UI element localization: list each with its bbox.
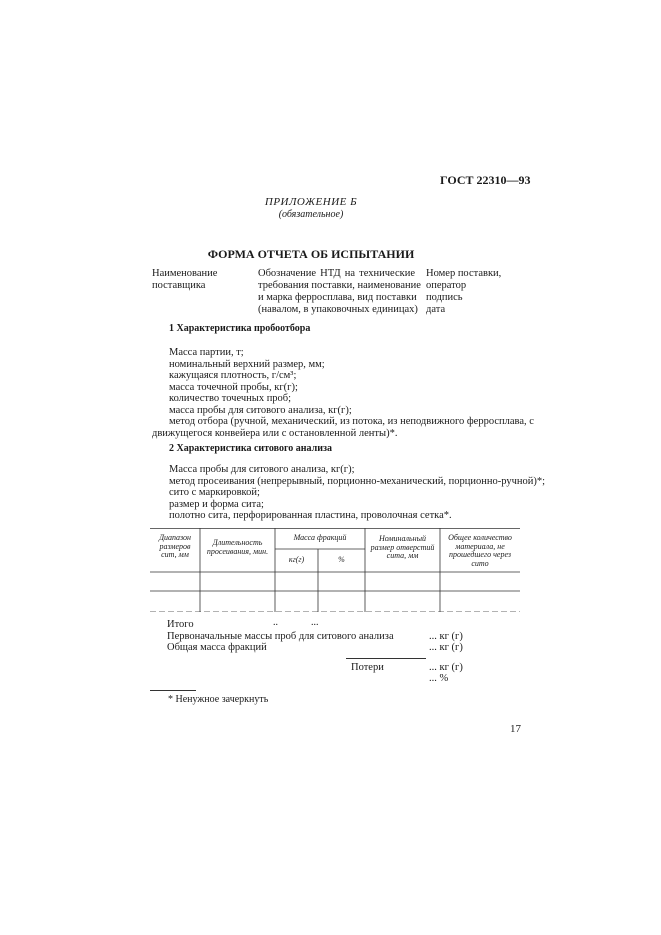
section1-line: Масса партии, т; xyxy=(169,347,244,358)
page-number: 17 xyxy=(510,723,521,735)
section2-body xyxy=(169,464,545,522)
section2-title: 2 Характеристика ситового анализа xyxy=(169,443,333,454)
document-code: ГОСТ 22310—93 xyxy=(440,173,531,187)
losses-unit-percent: ... % xyxy=(429,673,449,684)
col-mass-kg: кг(г) xyxy=(288,555,305,564)
section2-line: размер и форма сита; xyxy=(169,498,264,510)
section2-line: сито с маркировкой; xyxy=(169,487,260,498)
section1-line: номинальный верхний размер, мм; xyxy=(169,358,325,370)
section2-line: метод просеивания (непрерывный, порционно-механический, порционно-ручной)*; xyxy=(169,475,546,487)
section1-body xyxy=(152,347,534,439)
footnote: * Ненужное зачеркнуть xyxy=(168,694,269,705)
col-duration-line: просеивания, мин. xyxy=(206,546,269,556)
header-delivery-line: дата xyxy=(426,304,446,315)
header-ntd-line: (навалом, в упаковочных единицах) xyxy=(258,304,418,315)
col-total-passed-line: Общее количество xyxy=(448,533,512,542)
col-sieve-range-line: Диапазон xyxy=(158,533,192,542)
col-sieve-range-line: размеров xyxy=(159,541,191,551)
losses-label: Потери xyxy=(351,662,384,673)
col-duration-line: Длительность xyxy=(212,538,263,547)
header-delivery-line: Номер поставки, xyxy=(426,268,502,279)
header-delivery xyxy=(426,268,501,316)
section1-line: движущегося конвейера или с остановленной ленты)*. xyxy=(152,427,398,439)
total-fractions-label: Общая масса фракций xyxy=(167,642,267,653)
header-ntd-line: требования поставки, наименование xyxy=(258,280,421,291)
col-fraction-mass: Масса фракций xyxy=(293,533,347,542)
header-delivery-line: оператор xyxy=(426,280,467,291)
col-nominal-size xyxy=(365,535,440,561)
col-total-passed-line: сито xyxy=(471,558,489,568)
losses-rule xyxy=(346,658,426,659)
appendix-title: ПРИЛОЖЕНИЕ Б xyxy=(264,196,358,208)
section1-title: 1 Характеристика пробоотбора xyxy=(169,323,311,334)
section1-line: кажущаяся плотность, г/см³; xyxy=(169,370,297,381)
col-nominal-size-line: размер отверстий xyxy=(370,542,435,552)
form-title: ФОРМА ОТЧЕТА ОБ ИСПЫТАНИИ xyxy=(207,247,415,261)
col-total-passed-line: материала, не xyxy=(455,541,505,551)
initial-mass-label: Первоначальные массы проб для ситового анализа xyxy=(167,631,394,642)
section1-line: масса точечной пробы, кг(г); xyxy=(169,381,298,393)
col-duration xyxy=(200,539,275,556)
header-ntd-line: и марка ферросплава, вид поставки xyxy=(258,292,417,303)
total-dots-percent: ... xyxy=(311,617,319,628)
section2-line: Масса пробы для ситового анализа, кг(г); xyxy=(169,464,355,475)
initial-mass-unit: ... кг (г) xyxy=(429,631,463,642)
section1-line: масса пробы для ситового анализа, кг(г); xyxy=(169,404,352,416)
col-nominal-size-line: сита, мм xyxy=(386,551,419,560)
col-total-passed xyxy=(440,534,520,568)
header-delivery-line: подпись xyxy=(426,292,463,303)
header-ntd xyxy=(258,268,421,316)
header-supplier-line: поставщика xyxy=(152,280,206,291)
col-total-passed-line: прошедшего через xyxy=(448,550,512,559)
total-dots-kg: .. xyxy=(273,617,278,628)
sieve-analysis-table xyxy=(150,528,520,612)
header-ntd-line: Обозначение НТД на технические xyxy=(258,268,415,279)
col-sieve-range xyxy=(150,534,200,560)
total-fractions-unit: ... кг (г) xyxy=(429,642,463,653)
col-sieve-range-line: сит, мм xyxy=(161,550,189,559)
header-supplier xyxy=(152,268,217,292)
losses-unit-kg: ... кг (г) xyxy=(429,662,463,673)
header-supplier-line: Наименование xyxy=(152,268,218,279)
col-mass-percent: % xyxy=(338,555,345,564)
section2-line: полотно сита, перфорированная пластина, проволочная сетка*. xyxy=(169,510,452,521)
footnote-rule xyxy=(150,690,196,691)
section1-line: количество точечных проб; xyxy=(169,393,292,404)
total-label: Итого xyxy=(167,619,194,630)
section1-line: метод отбора (ручной, механический, из потока, из неподвижного ферросплава, с xyxy=(169,416,534,427)
col-nominal-size-line: Номинальный xyxy=(378,534,427,543)
appendix-subtitle: (обязательное) xyxy=(278,209,344,220)
